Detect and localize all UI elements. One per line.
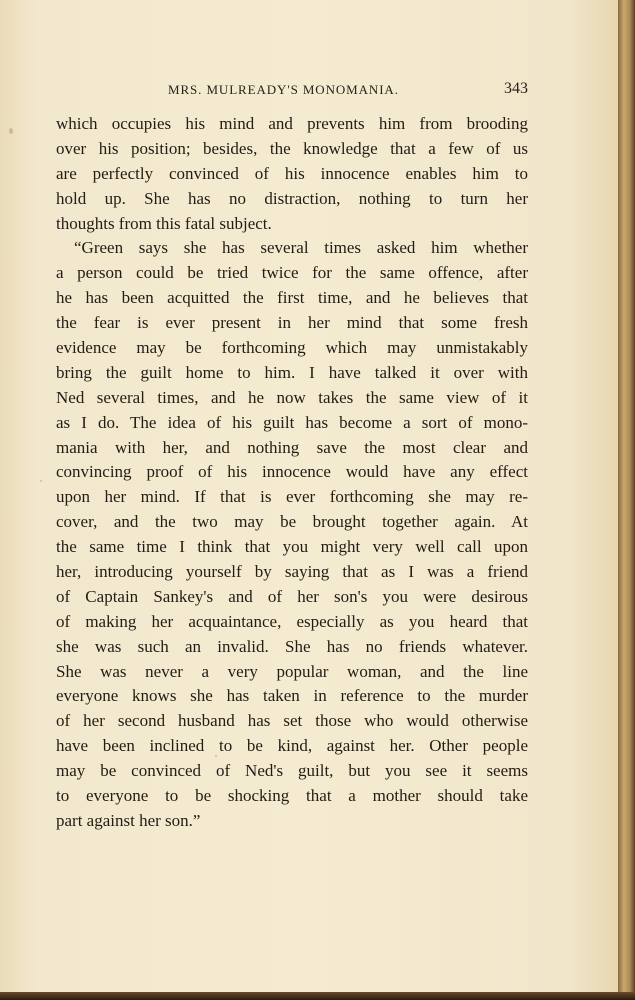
text-line: he has been acquitted the first time, and he believes that [56,288,528,308]
text-line: Ned several times, and he now takes the same view of it [56,387,528,407]
text-line: “Green says she has several times asked him whether [74,238,528,258]
page-header [56,80,528,100]
page-edge-bottom [0,992,635,1000]
text-line: a person could be tried twice for the same offence, after [56,263,528,283]
text-line: are perfectly convinced of his innocence enables him to [56,163,528,183]
page-edge-right [618,0,635,1000]
text-line: hold up. She has no distraction, nothing to turn her [56,188,528,208]
text-line: upon her mind. If that is ever forthcoming she may re- [56,487,528,507]
running-title: MRS. MULREADY'S MONOMANIA. [168,82,399,97]
text-line: thoughts from this fatal subject. [56,213,272,233]
text-line: mania with her, and nothing save the most clear and [56,437,528,457]
page-number: 343 [504,80,528,97]
text-line: evidence may be forthcoming which may unmistakably [56,338,528,358]
text-line: convincing proof of his innocence would have any effect [56,462,528,482]
text-line: She was never a very popular woman, and the line [56,661,528,681]
text-line: her, introducing yourself by saying that as I was a friend [56,562,528,582]
text-line: of her second husband has set those who would otherwise [56,711,528,731]
text-line: the fear is ever present in her mind that some fresh [56,313,528,333]
text-line: part against her son.” [56,810,201,830]
body-text [56,112,528,834]
text-line: everyone knows she has taken in reference to the murder [56,686,528,706]
text-line: the same time I think that you might very well call upon [56,537,528,557]
text-line: cover, and the two may be brought together again. At [56,512,528,532]
text-line: have been inclined to be kind, against her. Other people [56,736,528,756]
paper-speck [215,755,217,757]
paper-speck [40,480,42,482]
paper-speck [9,128,13,134]
text-line: she was such an invalid. She has no friends whatever. [56,636,528,656]
text-line: as I do. The idea of his guilt has become a sort of mono- [56,412,528,432]
text-line: of Captain Sankey's and of her son's you were desirous [56,586,528,606]
text-line: over his position; besides, the knowledge that a few of us [56,138,528,158]
text-line: to everyone to be shocking that a mother should take [56,786,528,806]
text-line: bring the guilt home to him. I have talked it over with [56,362,528,382]
text-line: may be convinced of Ned's guilt, but you see it seems [56,761,528,781]
text-line: of making her acquaintance, especially as you heard that [56,611,528,631]
text-line: which occupies his mind and prevents him from brooding [56,114,528,133]
